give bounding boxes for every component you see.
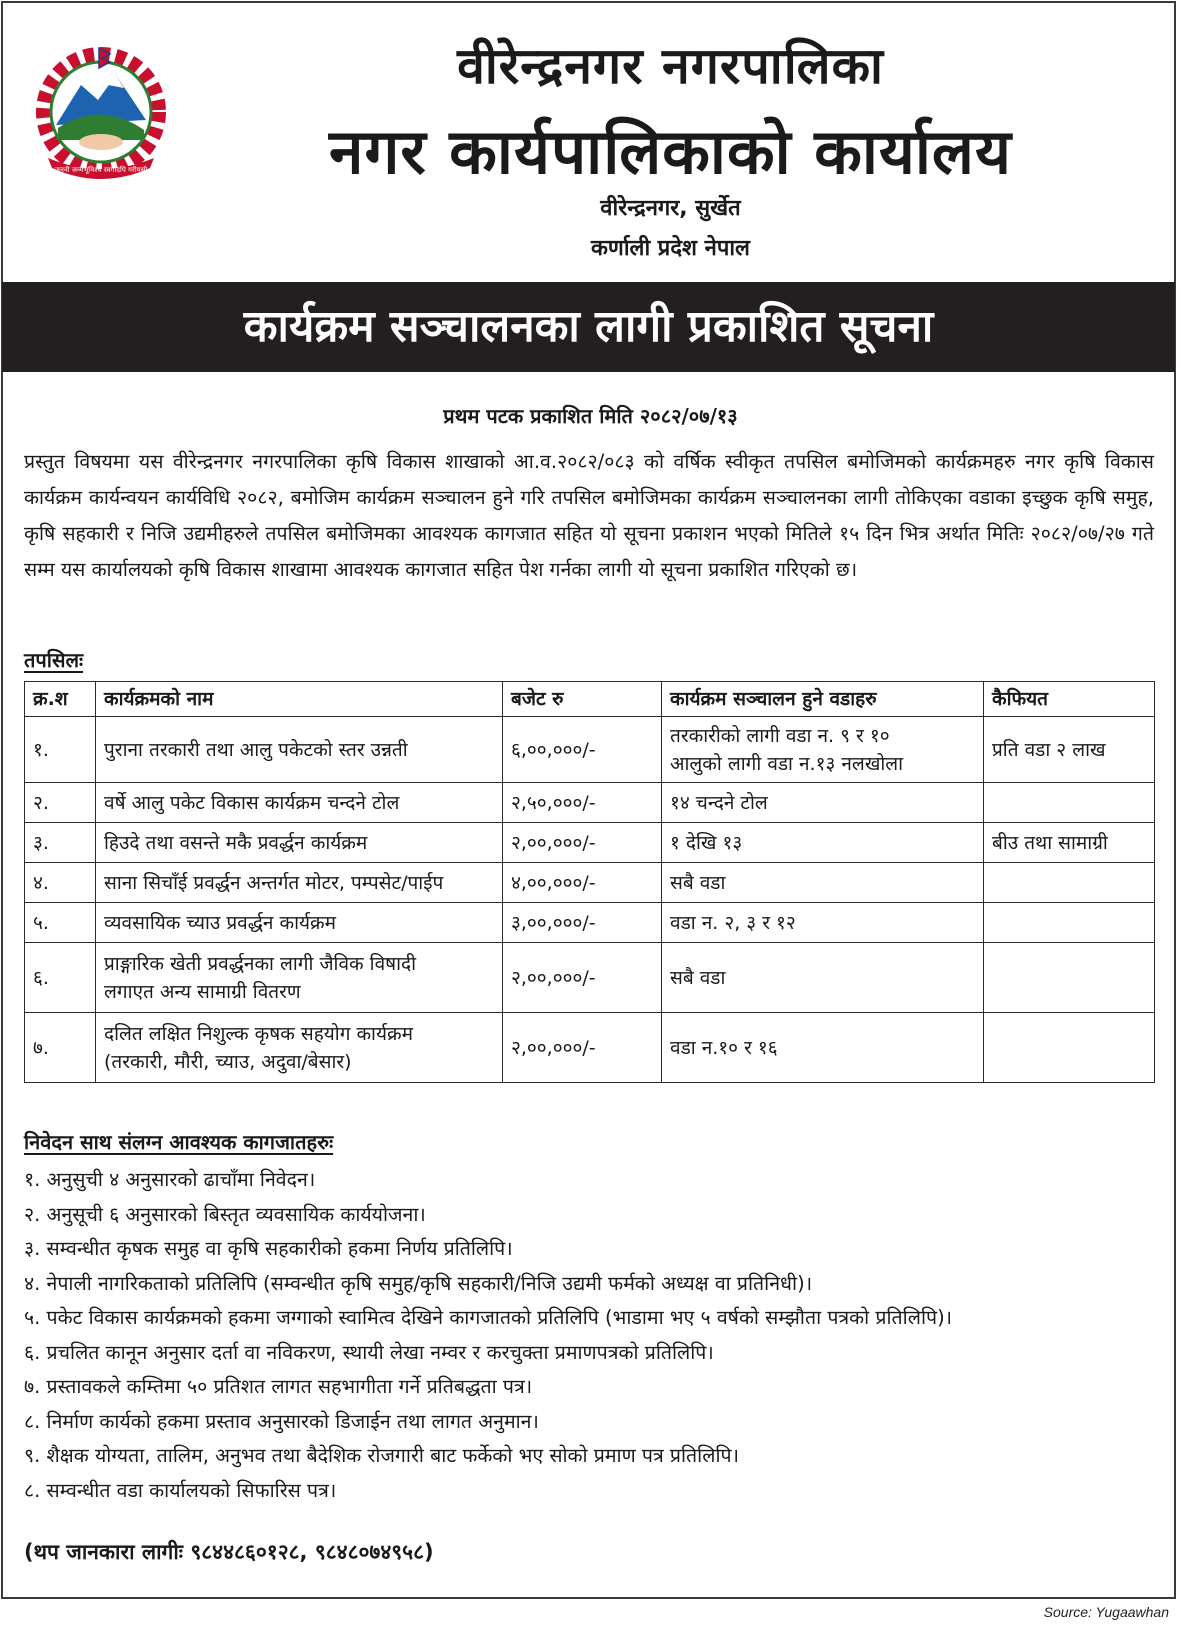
table-row: [25, 863, 1155, 903]
cell-serial: ६.: [25, 943, 96, 1013]
cell-remarks: [984, 903, 1155, 943]
program-name-line-2: लगाएत अन्य सामाग्री वितरण: [104, 980, 301, 1003]
cell-budget: ३,००,०००/-: [503, 903, 662, 943]
cell-remarks: [984, 943, 1155, 1013]
cell-budget: २,००,०००/-: [503, 823, 662, 863]
document-item: ५. पकेट विकास कार्यक्रमको हकमा जग्गाको स्वामित्व देखिने कागजातको प्रतिलिपि (भाडामा भए ५ वर्षको सम्झौता पत्रको प्रतिलिपि)।: [24, 1306, 953, 1329]
cell-program-name: पुराना तरकारी तथा आलु पकेटको स्तर उन्नती: [96, 717, 503, 783]
cell-serial: २.: [25, 783, 96, 823]
cell-budget: २,००,०००/-: [503, 943, 662, 1013]
cell-wards: वडा न.१० र १६: [662, 1013, 984, 1083]
document-item: १. अनुसुची ४ अनुसारको ढाचाँमा निवेदन।: [24, 1168, 316, 1191]
nepal-emblem-icon: [26, 40, 176, 190]
program-name-line-2: (तरकारी, मौरी, च्याउ, अदुवा/बेसार): [104, 1050, 352, 1073]
svg-text:जननी जन्मभूमिश्च स्वर्गादपि गर: जननी जन्मभूमिश्च स्वर्गादपि गरीयसी: [54, 166, 148, 174]
publication-date: प्रथम पटक प्रकाशित मिति २०८२/०७/१३: [443, 404, 738, 428]
program-table: [24, 681, 1155, 1083]
header-serial: क्र.श: [25, 682, 96, 717]
address-line-1: वीरेन्द्रनगर, सुर्खेत: [600, 196, 741, 221]
intro-paragraph: प्रस्तुत विषयमा यस वीरेन्द्रनगर नगरपालिका कृषि विकास शाखाको आ.व.२०८२/०८३ को वर्षिक स्वीकृत तपसिल बमोजिमको कार्यक्रमहरु नगर कृषि विकास कार्यक्रम कार्यन्वयन कार्यविधि २०८२, बमोजिम कार्यक्रम सञ्चालन हुने गरि तपसिल बमोजिमका कार्यक्रम सञ्चालनका लागी तोकिएका वडाका इच्छुक कृषि समुह, कृषि सहकारी र निजि उद्यमीहरुले तपसिल बमोजिमका आवश्यक कागजात सहित यो सूचना प्रकाशन भएको मितिले १५ दिन भित्र अर्थात मितिः २०८२/०७/२७ गते सम्म यस कार्यालयको कृषि विकास शाखामा आवश्यक कागजात सहित पेश गर्नका लागी यो सूचना प्रकाशित गरिएको छ।: [24, 450, 1154, 581]
documents-list: [24, 1163, 952, 1508]
table-title: तपसिलः: [24, 648, 84, 672]
cell-budget: ४,००,०००/-: [503, 863, 662, 903]
contact-info: (थप जानकारा लागीः ९८४४८६०१२८, ९८४८०७४९५८): [24, 1540, 434, 1564]
notice-title-banner: कार्यक्रम सञ्चालनका लागी प्रकाशित सूचना: [2, 282, 1175, 372]
document-item: ९. शैक्षक योग्यता, तालिम, अनुभव तथा बैदेशिक रोजगारी बाट फर्केको भए सोको प्रमाण पत्र प्रतिलिपि।: [24, 1444, 739, 1467]
document-item: ८. निर्माण कार्यको हकमा प्रस्ताव अनुसारको डिजाईन तथा लागत अनुमान।: [24, 1409, 539, 1433]
cell-program-name: [96, 943, 503, 1013]
program-name-line-1: दलित लक्षित निशुल्क कृषक सहयोग कार्यक्रम: [104, 1022, 413, 1045]
table-row: [25, 717, 1155, 783]
cell-remarks: बीउ तथा सामाग्री: [984, 823, 1155, 863]
header-wards: कार्यक्रम सञ्चालन हुने वडाहरु: [662, 682, 984, 717]
wards-line-2: आलुको लागी वडा न.१३ नलखोला: [670, 752, 904, 775]
table-row: [25, 943, 1155, 1013]
cell-program-name: साना सिचाँई प्रवर्द्धन अन्तर्गत मोटर, पम्पसेट/पाईप: [96, 863, 503, 903]
cell-remarks: प्रति वडा २ लाख: [984, 717, 1155, 783]
cell-budget: ६,००,०००/-: [503, 717, 662, 783]
header-program-name: कार्यक्रमको नाम: [96, 682, 503, 717]
office-name: नगर कार्यपालिकाको कार्यालय: [329, 115, 1012, 188]
document-item: २. अनुसूची ६ अनुसारको बिस्तृत व्यवसायिक कार्ययोजना।: [24, 1202, 426, 1226]
cell-serial: ७.: [25, 1013, 96, 1083]
document-item: ३. सम्वन्धीत कृषक समुह वा कृषि सहकारीको हकमा निर्णय प्रतिलिपि।: [24, 1237, 513, 1260]
header-budget: बजेट रु: [503, 682, 662, 717]
table-row: [25, 1013, 1155, 1083]
cell-budget: २,५०,०००/-: [503, 783, 662, 823]
header-remarks: कैफियत: [984, 682, 1155, 717]
table-header-row: [25, 682, 1155, 717]
document-item: ४. नेपाली नागरिकताको प्रतिलिपि (सम्वन्धीत कृषि समुह/कृषि सहकारी/निजि उद्यमी फर्मको अध्यक्ष वा प्रतिनिधी)।: [24, 1271, 813, 1295]
table-row: [25, 823, 1155, 863]
source-credit: Source: Yugaawhan: [1043, 1604, 1169, 1620]
cell-wards: सबै वडा: [662, 863, 984, 903]
cell-remarks: [984, 1013, 1155, 1083]
cell-wards: १४ चन्दने टोल: [662, 783, 984, 823]
cell-serial: ३.: [25, 823, 96, 863]
cell-program-name: [96, 1013, 503, 1083]
municipality-name: वीरेन्द्रनगर नगरपालिका: [457, 37, 884, 95]
document-item: ८. सम्वन्धीत वडा कार्यालयको सिफारिस पत्र।: [24, 1478, 337, 1502]
wards-line-1: तरकारीको लागी वडा न. ९ र १०: [670, 724, 890, 747]
table-row: [25, 903, 1155, 943]
table-row: [25, 783, 1155, 823]
cell-remarks: [984, 863, 1155, 903]
address-line-2: कर्णाली प्रदेश नेपाल: [591, 236, 750, 261]
documents-title: निवेदन साथ संलग्न आवश्यक कागजातहरुः: [24, 1130, 334, 1154]
cell-serial: १.: [25, 717, 96, 783]
document-item: ६. प्रचलित कानून अनुसार दर्ता वा नविकरण, स्थायी लेखा नम्वर र करचुक्ता प्रमाणपत्रको प्रतिलिपि।: [24, 1340, 714, 1364]
cell-serial: ४.: [25, 863, 96, 903]
cell-wards: वडा न. २, ३ र १२: [662, 903, 984, 943]
cell-budget: २,००,०००/-: [503, 1013, 662, 1083]
cell-wards: सबै वडा: [662, 943, 984, 1013]
program-name-line-1: प्राङ्गारिक खेती प्रवर्द्धनका लागी जैविक विषादी: [104, 952, 417, 975]
cell-wards: [662, 717, 984, 783]
cell-wards: १ देखि १३: [662, 823, 984, 863]
cell-program-name: व्यवसायिक च्याउ प्रवर्द्धन कार्यक्रम: [96, 903, 503, 943]
cell-serial: ५.: [25, 903, 96, 943]
document-item: ७. प्रस्तावकले कम्तिमा ५० प्रतिशत लागत सहभागीता गर्ने प्रतिबद्धता पत्र।: [24, 1375, 533, 1398]
cell-program-name: हिउदे तथा वसन्ते मकै प्रवर्द्धन कार्यक्रम: [96, 823, 503, 863]
cell-program-name: वर्षे आलु पकेट विकास कार्यक्रम चन्दने टोल: [96, 783, 503, 823]
cell-remarks: [984, 783, 1155, 823]
